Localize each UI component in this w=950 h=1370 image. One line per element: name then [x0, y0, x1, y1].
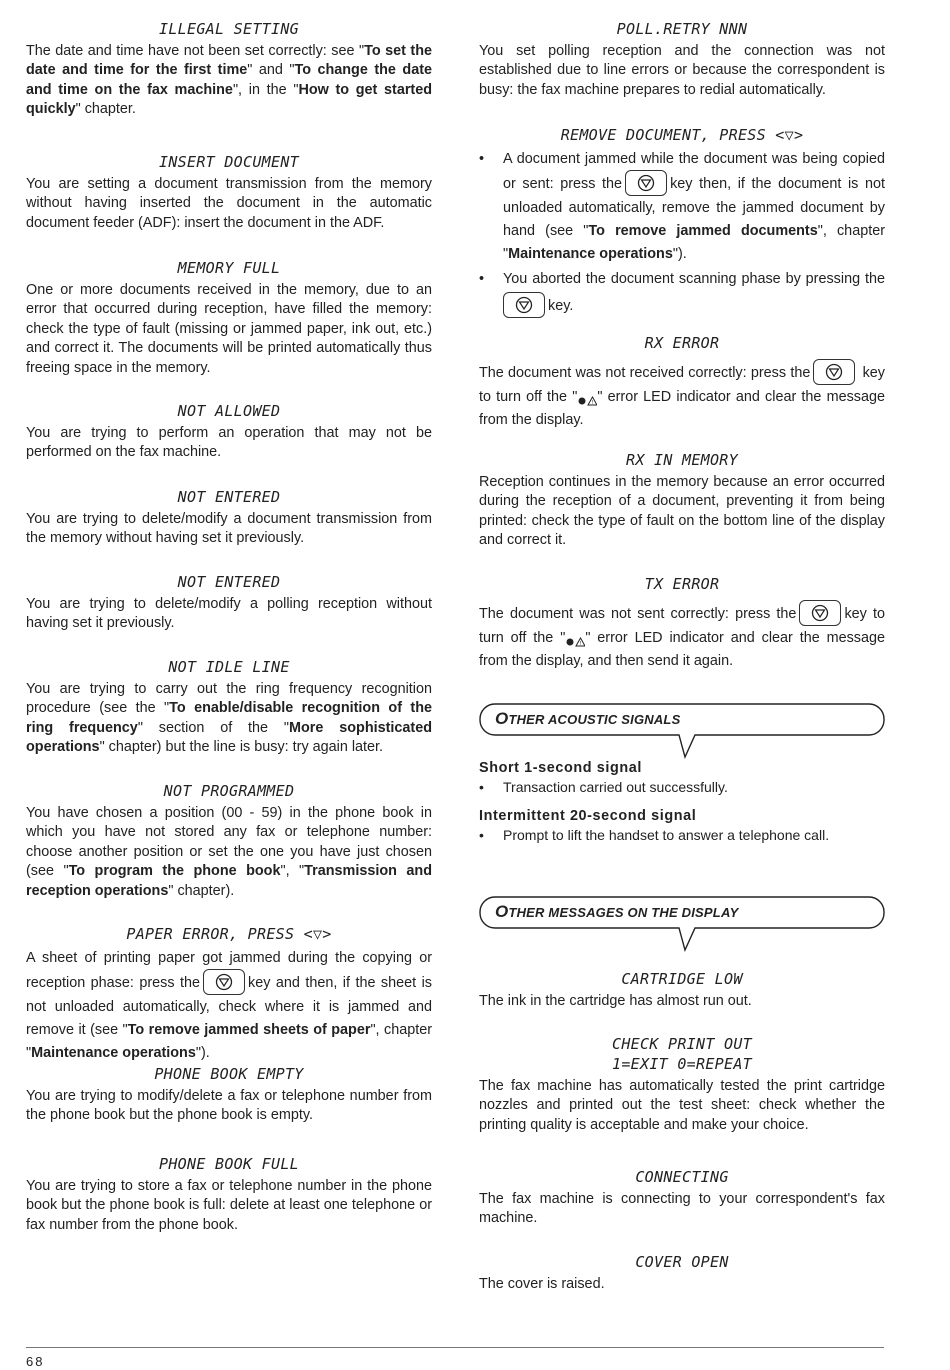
svg-text:!: ! [591, 400, 594, 407]
message-title: TX ERROR [644, 575, 720, 593]
entry-rx-in-memory [479, 451, 885, 575]
entry-phone-book-full [26, 1155, 432, 1235]
message-title: NOT ENTERED [177, 573, 281, 591]
section-header [479, 896, 885, 952]
message-description: The fax machine is connecting to your correspondent's fax machine. [479, 1191, 885, 1227]
svg-text:!: ! [579, 641, 582, 648]
message-description: The document was not received correctly: press the key to turn off the " ! " error LED indicator and clear the message from the display. [479, 360, 885, 432]
entry-not-entered-polling [26, 573, 432, 658]
footer-divider [26, 1347, 884, 1348]
message-description: The fax machine has automatically tested the print cartridge nozzles and printed out the test sheet: check whether the printing quality is acceptable and make your choice. [479, 1078, 885, 1133]
entry-not-idle-line [26, 658, 432, 782]
entry-memory-full [26, 259, 432, 402]
section-title: OTHER MESSAGES ON THE DISPLAY [495, 902, 739, 921]
entry-not-programmed [26, 782, 432, 925]
message-title: PHONE BOOK FULL [159, 1155, 299, 1173]
message-description: Reception continues in the memory because an error occurred during the reception of a document, preventing it from being printed: check the type of fault on the bottom line of the display and correct it. [479, 474, 885, 549]
entry-cover-open [479, 1253, 885, 1294]
message-description: You are trying to perform an operation that may not be performed on the fax machine. [26, 425, 432, 461]
message-description: You set polling reception and the connection was not established due to line errors or because the correspondent is busy: the fax machine prepares to redial automatically. [479, 43, 885, 98]
signal-name: Short 1-second signal [479, 760, 642, 776]
message-title: NOT ENTERED [177, 488, 281, 506]
message-description: You are setting a document transmission from the memory without having inserted the document in the automatic document feeder (ADF): insert the document in the ADF. [26, 176, 432, 231]
message-title: NOT PROGRAMMED [163, 782, 295, 800]
page-number: 68 [26, 1354, 45, 1369]
message-title: PAPER ERROR, PRESS <▽> [126, 925, 332, 943]
entry-tx-error [479, 575, 885, 703]
message-description: You are trying to delete/modify a polling reception without having set it previously. [26, 596, 432, 632]
message-title: ILLEGAL SETTING [159, 20, 299, 38]
bullet-item: • A document jammed while the document was being copied or sent: press the key then, if the document is not unloaded automatically, remove the jammed document by hand (see "To remove jammed documents", chapter "Maintenance operations"). [479, 148, 885, 266]
message-description: You are trying to modify/delete a fax or telephone number from the phone book but the phone book is empty. [26, 1088, 432, 1124]
message-title: INSERT DOCUMENT [159, 153, 299, 171]
right-column [479, 20, 885, 1294]
bullet-item: • You aborted the document scanning phase by pressing the key. [479, 266, 885, 320]
entry-paper-error [26, 925, 432, 1065]
message-description: The ink in the cartridge has almost run out. [479, 993, 752, 1009]
bullet-item: • Prompt to lift the handset to answer a telephone call. [479, 826, 885, 845]
signal-name: Intermittent 20-second signal [479, 807, 697, 824]
entry-phone-book-empty [26, 1065, 432, 1155]
message-description: You are trying to store a fax or telephone number in the phone book but the phone book is full: delete at least one telephone or fax number from the phone book. [26, 1178, 432, 1233]
message-description: You have chosen a position (00 - 59) in the phone book in which you have not stored any fax or telephone number: choose another position or set the one you have just chosen (see "To program the phone book", "Transmission and reception operations" chapter). [26, 805, 432, 899]
message-title: CONNECTING [635, 1168, 729, 1186]
stop-key-icon [813, 359, 855, 385]
bullet-item: • Transaction carried out successfully. [479, 778, 885, 797]
stop-key-icon [503, 292, 545, 318]
entry-illegal-setting [26, 20, 432, 153]
stop-key-icon [203, 969, 245, 995]
entry-rx-error [479, 334, 885, 451]
message-title: POLL.RETRY NNN [616, 20, 748, 38]
message-title: NOT IDLE LINE [168, 658, 290, 676]
error-led-icon [565, 632, 585, 648]
entry-remove-document [479, 126, 885, 334]
message-title: REMOVE DOCUMENT, PRESS <▽> [560, 126, 804, 144]
entry-cartridge-low [479, 970, 885, 1035]
message-description: A sheet of printing paper got jammed during the copying or reception phase: press the key and then, if the sheet is not unloaded automatically, check where it is jammed and remove it (see "To remove jammed sheets of paper", chapter "Maintenance operations"). [26, 950, 433, 1061]
section-title: OTHER ACOUSTIC SIGNALS [495, 709, 681, 728]
message-title: CARTRIDGE LOW [621, 970, 743, 988]
entry-connecting [479, 1168, 885, 1253]
message-description: The document was not sent correctly: press the key to turn off the " ! " error LED indicator and clear the message from the display, and then send it again. [479, 601, 885, 673]
message-title: MEMORY FULL [177, 259, 281, 277]
error-led-icon [577, 391, 597, 407]
message-description: You are trying to delete/modify a document transmission from the memory without having set it previously. [26, 511, 432, 547]
section-other-messages [479, 896, 885, 970]
message-description: One or more documents received in the memory, due to an error that occurred during reception, have filled the memory: check the type of fault (missing or jammed paper, ink out, etc.) and correct it. The documents will be printed automatically thus freeing space in the memory. [26, 282, 432, 376]
message-description: You are trying to carry out the ring frequency recognition procedure (see the "To enable/disable recognition of the ring frequency" section of the "More sophisticated operations" chapter) but the line is busy: try again later. [26, 681, 433, 756]
message-title: COVER OPEN [635, 1253, 729, 1271]
message-title: NOT ALLOWED [177, 402, 281, 420]
message-description: The date and time have not been set correctly: see "To set the date and time for the first time" and "To change the date and time on the fax machine", in the "How to get started quickly" chapter. [26, 43, 433, 118]
entry-insert-document [26, 153, 432, 259]
entry-not-allowed [26, 402, 432, 488]
message-title: CHECK PRINT OUT [612, 1035, 752, 1053]
left-column [26, 20, 432, 1235]
message-title: RX IN MEMORY [626, 451, 738, 469]
stop-key-icon [799, 600, 841, 626]
section-header [479, 703, 885, 759]
message-title: RX ERROR [644, 334, 720, 352]
entry-check-print-out [479, 1035, 885, 1168]
entry-not-entered-transmission [26, 488, 432, 573]
message-title: 1=EXIT 0=REPEAT [612, 1055, 752, 1073]
stop-key-icon [625, 170, 667, 196]
message-description: The cover is raised. [479, 1276, 605, 1292]
message-title: PHONE BOOK EMPTY [154, 1065, 304, 1083]
section-other-acoustic-signals [479, 703, 885, 896]
entry-poll-retry [479, 20, 885, 126]
